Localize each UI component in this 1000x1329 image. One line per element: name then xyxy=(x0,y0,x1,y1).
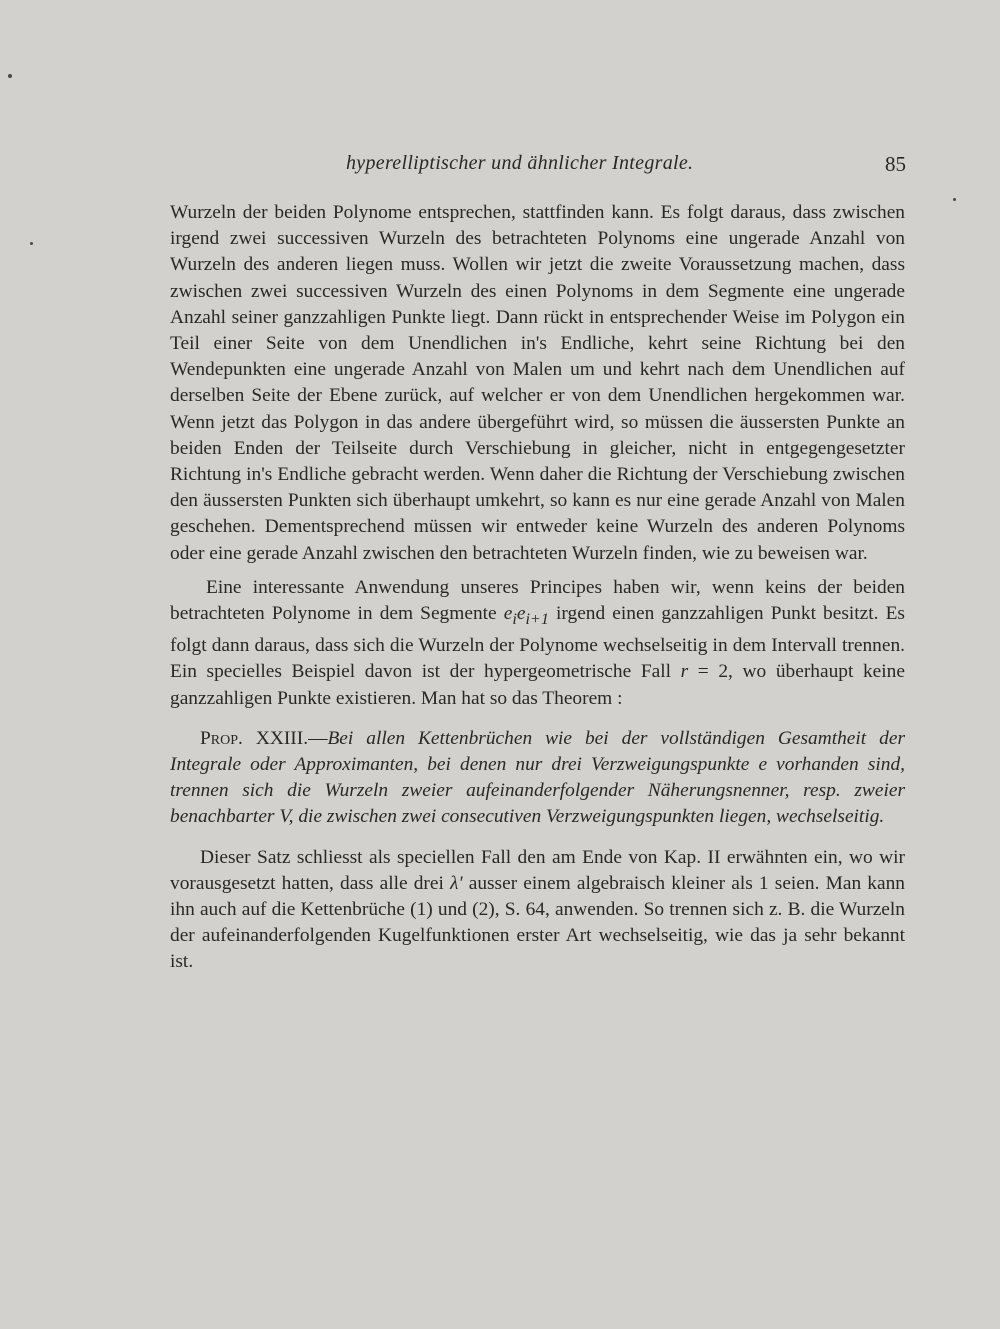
print-speck xyxy=(8,74,12,78)
paragraph-text: , wo überhaupt keine ganzzahligen Punkte existieren. Man hat so das Theorem : xyxy=(170,661,905,709)
paragraph: Wurzeln der beiden Polynome entsprechen, stattfinden kann. Es folgt daraus, dass zwischen irgend zwei successiven Wurzeln des betrachteten Polynoms eine ungerade Anzahl von Wurzeln des anderen liegen muss. Wollen wir jetzt die zweite Voraussetzung machen, dass zwischen zwei successiven Wurzeln des einen Polynoms in dem Segmente eine ungerade Anzahl seiner ganzzahligen Punkte liegt. Dann rückt in entsprechender Weise im Polygon ein Teil einer Seite von dem Unendlichen in's Endliche, kehrt seine Richtung bei den Wendepunkten eine ungerade Anzahl von Malen um und kehrt nach dem Unendlichen auf derselben Seite der Ebene zurück, auf welcher er von dem Unendlichen hergekommen war. Wenn jetzt das Polygon in das andere übergeführt wird, so müssen die äussersten Punkte an beiden Enden der Teilseite durch Verschiebung in gleicher, nicht in entgegengesetzter Richtung in's Endliche gebracht werden. Wenn daher die Richtung der Verschiebung zwischen den äussersten Punkten sich überhaupt umkehrt, so kann es nur eine gerade Anzahl von Malen geschehen. Dementsprechend müssen wir entweder keine Wurzeln des anderen Polynoms oder eine gerade Anzahl zwischen den betrachteten Wurzeln finden, wie zu beweisen war. xyxy=(170,202,905,564)
paragraph-text: Dieser Satz schliesst als speciellen Fall den am Ende von Kap. II erwähnten ein, wo wir vorausgesetzt hatten, dass alle drei xyxy=(170,846,905,894)
page-number: 85 xyxy=(885,152,906,176)
proposition-label: Prop. XXIII. xyxy=(200,727,309,749)
paragraph-text: ausser einem algebraisch kleiner als 1 seien. Man kann ihn auch auf die Kettenbrüche (1) und (2), S. 64, anwenden. So trennen sich z. B. die Wurzeln der aufeinanderfolgenden Kugelfunktionen erster Art wechselseitig, wie das ja sehr bekannt ist. xyxy=(170,872,905,973)
paragraph-text: Eine interessante Anwendung unseres Principes haben wir, wenn keins der beiden betrachteten Polynome in dem Segmente xyxy=(170,576,905,625)
math-symbol: e xyxy=(516,603,526,625)
math-symbol: e xyxy=(503,603,513,625)
running-title: hyperelliptischer und ähnlicher Integrale. xyxy=(346,152,694,174)
math-subscript: i xyxy=(512,610,517,628)
math-variable: r xyxy=(680,661,689,683)
proposition-text: Bei allen Kettenbrüchen wie bei der vollständigen Gesamtheit der Integrale oder Approximanten, bei denen nur drei Verzweigungspunkte e vorhanden sind, trennen sich die Wurzeln zweier aufeinanderfolgender Näherungsnenner, resp. zweier benachbarter V, die zwischen zwei consecutiven Verzweigungspunkten liegen, wechselseitig. xyxy=(170,727,905,828)
math-equation: = 2 xyxy=(688,661,729,683)
paragraph xyxy=(170,845,905,976)
math-segment xyxy=(503,603,549,628)
print-speck xyxy=(30,242,33,245)
page-header xyxy=(160,152,910,188)
math-subscript: i+1 xyxy=(525,610,549,628)
page-body xyxy=(170,200,905,976)
paragraph-text: irgend einen ganzzahligen Punkt besitzt. Es folgt dann daraus, dass sich die Wurzeln der Polynome wechselseitig in dem Intervall trennen. Ein specielles Beispiel davon ist der hypergeometrische Fall xyxy=(170,603,905,683)
proposition-dash: — xyxy=(308,727,328,749)
print-speck xyxy=(953,198,956,201)
paragraph xyxy=(170,575,905,712)
proposition xyxy=(170,726,905,831)
math-lambda: λ' xyxy=(450,872,463,894)
